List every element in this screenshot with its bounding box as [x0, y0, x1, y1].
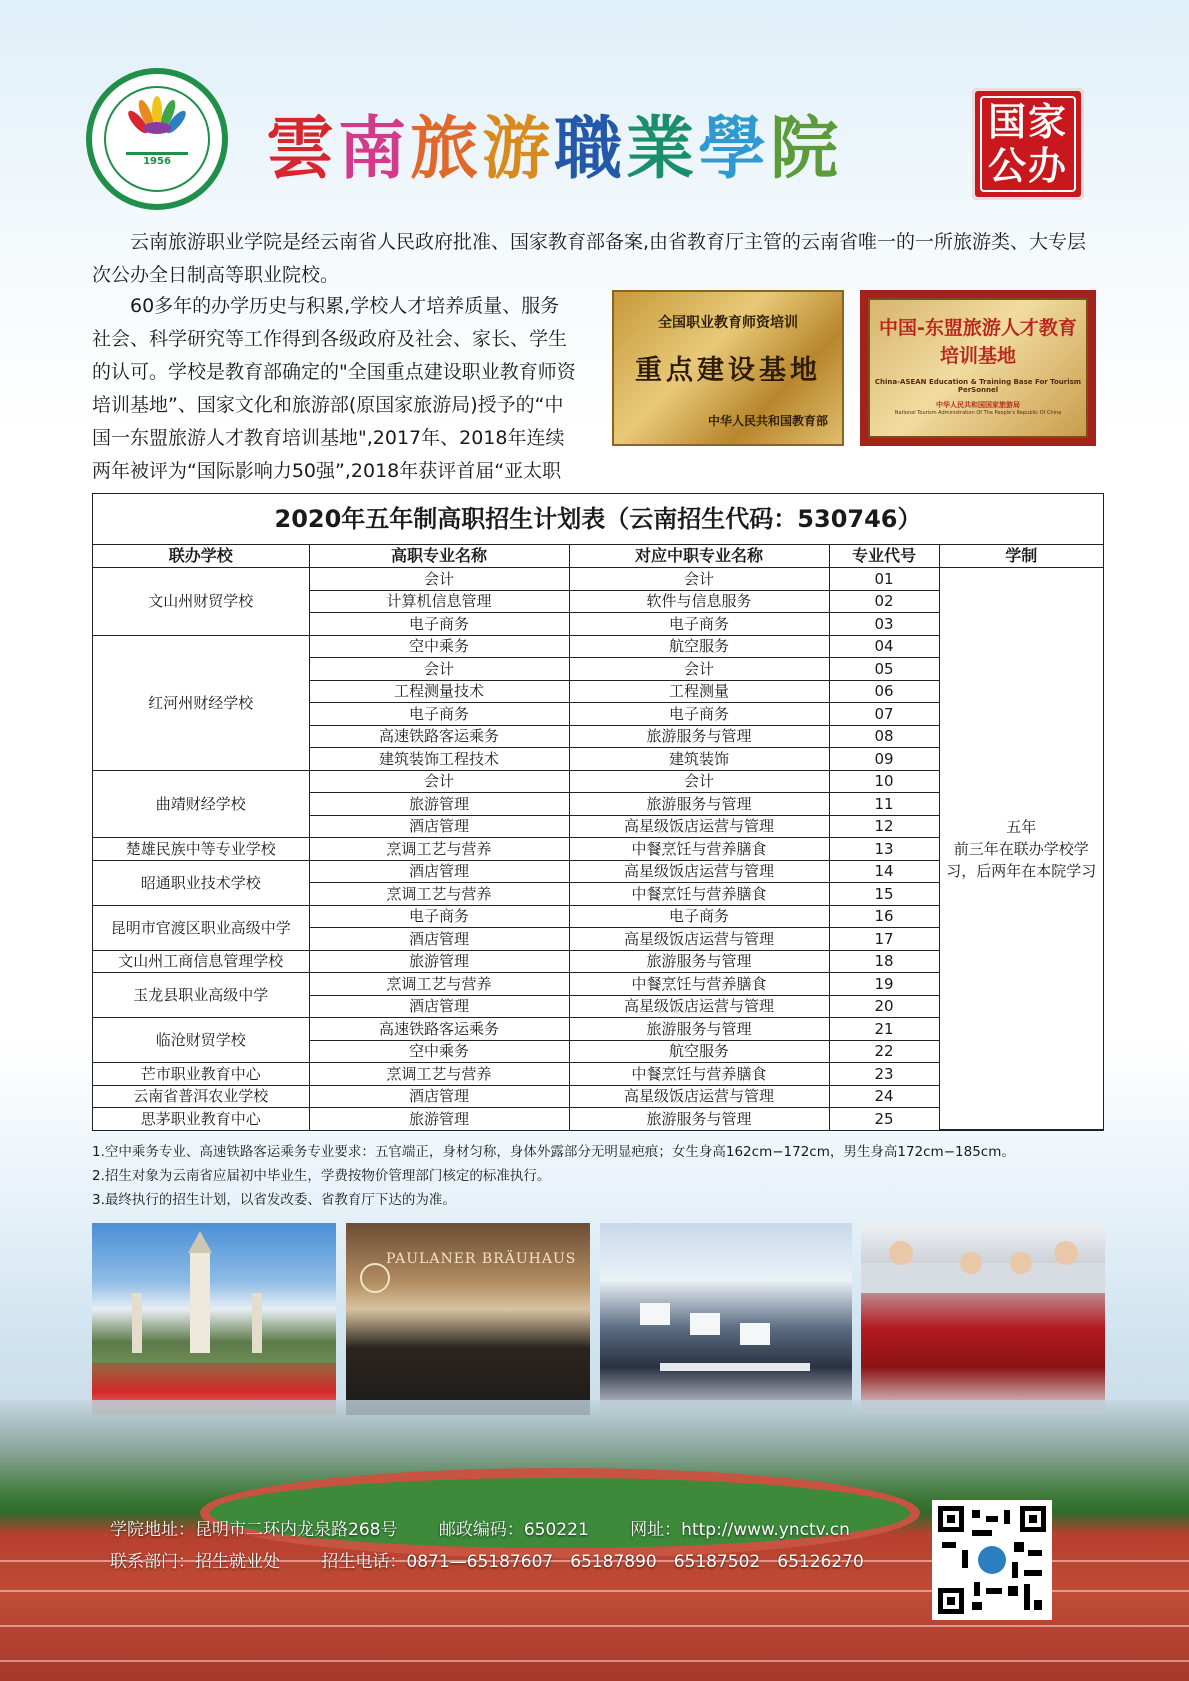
major-cell: 高速铁路客运乘务: [309, 725, 569, 748]
school-cell: 楚雄民族中等专业学校: [93, 838, 309, 861]
public-school-seal: [972, 88, 1084, 200]
code-cell: 04: [829, 635, 939, 658]
code-cell: 02: [829, 590, 939, 613]
secondary-major-cell: 高星级饭店运营与管理: [569, 995, 829, 1018]
plaque-a-line1: 全国职业教育师资培训: [658, 315, 798, 331]
secondary-major-cell: 会计: [569, 770, 829, 793]
secondary-major-cell: 高星级饭店运营与管理: [569, 815, 829, 838]
code-cell: 03: [829, 613, 939, 636]
code-cell: 17: [829, 928, 939, 951]
title-char: 雲: [266, 109, 339, 189]
table-body: [93, 568, 1103, 1130]
enrollment-plan-table: [92, 493, 1104, 1131]
intro-paragraph-2: 60多年的办学历史与积累,学校人才培养质量、服务社会、科学研究等工作得到各级政府及社会、家长、学生的认可。学校是教育部确定的"全国重点建设职业教育师资培训基地”、国家文化和旅游部(原国家旅游局)授予的“中国一东盟旅游人才教育培训基地",2017年、2018年连续两年被评为“国际影响力50强”,2018年获评首届“亚太职: [92, 295, 576, 482]
major-cell: 建筑装饰工程技术: [309, 748, 569, 771]
address: 学院地址：昆明市二环内龙泉路268号: [110, 1520, 398, 1540]
plaque-a-line2: 重点建设基地: [635, 355, 821, 386]
major-cell: 旅游管理: [309, 1108, 569, 1130]
school-cell: 曲靖财经学校: [93, 770, 309, 838]
major-cell: 旅游管理: [309, 950, 569, 973]
major-cell: 电子商务: [309, 703, 569, 726]
logo-year: 1956: [143, 156, 171, 167]
major-cell: 空中乘务: [309, 635, 569, 658]
photo-flight-attendants: [861, 1223, 1105, 1415]
secondary-major-cell: 中餐烹饪与营养膳食: [569, 883, 829, 906]
header-secondary-major: 对应中职专业名称: [569, 545, 829, 568]
header-major: 高职专业名称: [309, 545, 569, 568]
secondary-major-cell: 旅游服务与管理: [569, 1018, 829, 1041]
code-cell: 08: [829, 725, 939, 748]
table-row: [93, 568, 1103, 591]
track-lane: [0, 1625, 1189, 1627]
major-cell: 会计: [309, 568, 569, 591]
code-cell: 07: [829, 703, 939, 726]
header-school: 联办学校: [93, 545, 309, 568]
code-cell: 20: [829, 995, 939, 1018]
secondary-major-cell: 会计: [569, 658, 829, 681]
school-cell: 临沧财贸学校: [93, 1018, 309, 1063]
secondary-major-cell: 航空服务: [569, 1040, 829, 1063]
major-cell: 烹调工艺与营养: [309, 883, 569, 906]
secondary-major-cell: 旅游服务与管理: [569, 793, 829, 816]
code-cell: 06: [829, 680, 939, 703]
major-cell: 高速铁路客运乘务: [309, 1018, 569, 1041]
major-cell: 电子商务: [309, 905, 569, 928]
code-cell: 05: [829, 658, 939, 681]
website-link[interactable]: 网址：http://www.ynctv.cn: [630, 1520, 850, 1540]
plaque-a-issuer: 中华人民共和国教育部: [707, 414, 828, 428]
postcode: 邮政编码：650221: [438, 1520, 589, 1540]
major-cell: 酒店管理: [309, 995, 569, 1018]
school-cell: 红河州财经学校: [93, 635, 309, 770]
college-logo: [86, 68, 228, 210]
code-cell: 25: [829, 1108, 939, 1130]
secondary-major-cell: 建筑装饰: [569, 748, 829, 771]
school-cell: 玉龙县职业高级中学: [93, 973, 309, 1018]
code-cell: 12: [829, 815, 939, 838]
school-cell: 思茅职业教育中心: [93, 1108, 309, 1130]
school-cell: 昆明市官渡区职业高级中学: [93, 905, 309, 950]
duration-cell: [939, 568, 1103, 1130]
major-cell: 会计: [309, 770, 569, 793]
code-cell: 15: [829, 883, 939, 906]
college-title: [266, 104, 926, 194]
code-cell: 24: [829, 1085, 939, 1108]
code-cell: 14: [829, 860, 939, 883]
paulaner-emblem-icon: [360, 1263, 390, 1293]
school-cell: 昭通职业技术学校: [93, 860, 309, 905]
plaque-b-issuer: 中华人民共和国国家旅游局: [936, 401, 1020, 409]
major-cell: 酒店管理: [309, 1085, 569, 1108]
secondary-major-cell: 工程测量: [569, 680, 829, 703]
table-header-row: [93, 545, 1103, 568]
table-title: 2020年五年制高职招生计划表（云南招生代码：530746）: [93, 494, 1103, 545]
school-cell: 芒市职业教育中心: [93, 1063, 309, 1086]
secondary-major-cell: 中餐烹饪与营养膳食: [569, 838, 829, 861]
secondary-major-cell: 旅游服务与管理: [569, 1108, 829, 1130]
code-cell: 21: [829, 1018, 939, 1041]
code-cell: 11: [829, 793, 939, 816]
major-cell: 酒店管理: [309, 928, 569, 951]
secondary-major-cell: 电子商务: [569, 613, 829, 636]
major-cell: 空中乘务: [309, 1040, 569, 1063]
photo-computer-lab: [600, 1223, 852, 1415]
major-cell: 电子商务: [309, 613, 569, 636]
major-cell: 烹调工艺与营养: [309, 838, 569, 861]
duration-years: 五年: [1006, 817, 1037, 836]
plaque-b-english: China-ASEAN Education & Training Base For Tourism PerSonnel: [874, 378, 1082, 394]
secondary-major-cell: 航空服务: [569, 635, 829, 658]
note-item: 1.空中乘务专业、高速铁路客运乘务专业要求：五官端正，身材匀称，身体外露部分无明显疤痕；女生身高162cm−172cm，男生身高172cm−185cm。: [92, 1144, 1015, 1160]
title-char: 業: [626, 109, 699, 189]
title-char: 職: [554, 109, 627, 189]
notes: [92, 1140, 1102, 1212]
intro-paragraph-1: 云南旅游职业学院是经云南省人民政府批准、国家教育部备案,由省教育厅主管的云南省唯一的一所旅游类、大专层次公办全日制高等职业院校。: [92, 231, 1087, 286]
title-char: 旅: [410, 109, 483, 189]
paulaner-sign: PAULANER BRÄUHAUS: [386, 1251, 577, 1267]
note-item: 2.招生对象为云南省应届初中毕业生，学费按物价管理部门核定的标准执行。: [92, 1168, 551, 1184]
school-cell: 文山州工商信息管理学校: [93, 950, 309, 973]
secondary-major-cell: 电子商务: [569, 703, 829, 726]
school-cell: 文山州财贸学校: [93, 568, 309, 636]
secondary-major-cell: 会计: [569, 568, 829, 591]
phone-numbers: 招生电话：0871—65187607 65187890 65187502 65126270: [321, 1552, 864, 1572]
secondary-major-cell: 中餐烹饪与营养膳食: [569, 973, 829, 996]
qr-code[interactable]: [932, 1500, 1052, 1620]
secondary-major-cell: 高星级饭店运营与管理: [569, 860, 829, 883]
plaque-b-issuer-english: National Tourism Administration Of The People's Republic Of China: [894, 410, 1062, 416]
header-code: 专业代号: [829, 545, 939, 568]
secondary-major-cell: 高星级饭店运营与管理: [569, 928, 829, 951]
department: 联系部门：招生就业处: [110, 1552, 280, 1572]
photo-pagoda-group: [92, 1223, 336, 1415]
track-lane: [0, 1660, 1189, 1662]
code-cell: 22: [829, 1040, 939, 1063]
school-cell: 云南省普洱农业学校: [93, 1085, 309, 1108]
secondary-major-cell: 旅游服务与管理: [569, 950, 829, 973]
note-item: 3.最终执行的招生计划，以省发改委、省教育厅下达的为准。: [92, 1192, 456, 1208]
code-cell: 19: [829, 973, 939, 996]
code-cell: 09: [829, 748, 939, 771]
title-char: 學: [698, 109, 771, 189]
plaque-b-title: 中国-东盟旅游人才教育培训基地: [879, 317, 1077, 367]
title-char: 院: [770, 109, 843, 189]
rainbow-petals-icon: [128, 96, 186, 138]
major-cell: 酒店管理: [309, 815, 569, 838]
secondary-major-cell: 软件与信息服务: [569, 590, 829, 613]
seal-text: 国家公办: [987, 99, 1068, 188]
major-cell: 旅游管理: [309, 793, 569, 816]
title-char: 南: [338, 109, 411, 189]
major-cell: 烹调工艺与营养: [309, 973, 569, 996]
secondary-major-cell: 中餐烹饪与营养膳食: [569, 1063, 829, 1086]
code-cell: 01: [829, 568, 939, 591]
header-duration: 学制: [939, 545, 1103, 568]
code-cell: 23: [829, 1063, 939, 1086]
major-cell: 烹调工艺与营养: [309, 1063, 569, 1086]
china-asean-base-plaque: [860, 290, 1096, 446]
contact-info: [110, 1514, 930, 1578]
code-cell: 13: [829, 838, 939, 861]
secondary-major-cell: 旅游服务与管理: [569, 725, 829, 748]
code-cell: 16: [829, 905, 939, 928]
secondary-major-cell: 电子商务: [569, 905, 829, 928]
photo-paulaner-group: [346, 1223, 590, 1415]
secondary-major-cell: 高星级饭店运营与管理: [569, 1085, 829, 1108]
duration-detail: 前三年在联办学校学习，后两年在本院学习: [946, 839, 1097, 880]
title-char: 游: [482, 109, 555, 189]
major-cell: 工程测量技术: [309, 680, 569, 703]
major-cell: 计算机信息管理: [309, 590, 569, 613]
teacher-training-base-plaque: [612, 290, 844, 446]
major-cell: 酒店管理: [309, 860, 569, 883]
code-cell: 10: [829, 770, 939, 793]
major-cell: 会计: [309, 658, 569, 681]
code-cell: 18: [829, 950, 939, 973]
